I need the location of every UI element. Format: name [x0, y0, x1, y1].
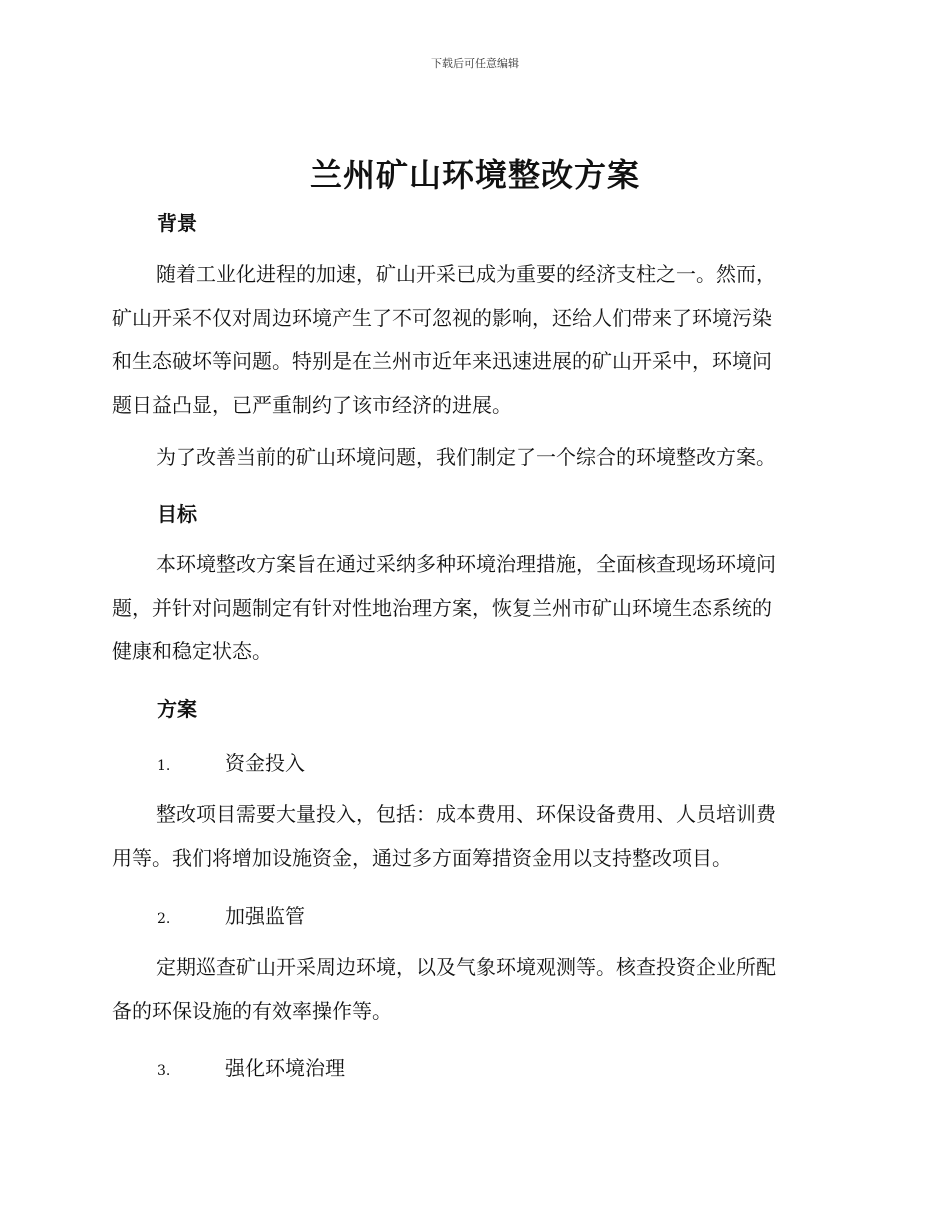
paragraph-line: 题，并针对问题制定有针对性地治理方案，恢复兰州市矿山环境生态系统的: [112, 595, 772, 620]
list-number: 1.: [157, 758, 171, 774]
list-number: 3.: [157, 1063, 171, 1079]
plan-item-3: [157, 1052, 345, 1081]
section-heading-goal: 目标: [157, 502, 197, 526]
plan-item-2: [157, 900, 305, 929]
list-item-title: 资金投入: [225, 751, 305, 775]
page-header: 下载后可任意编辑: [431, 57, 519, 70]
document-title: 兰州矿山环境整改方案: [309, 156, 640, 194]
section-heading-background: 背景: [157, 211, 197, 235]
paragraph-line: 矿山开采不仅对周边环境产生了不可忽视的影响，还给人们带来了环境污染: [112, 305, 772, 330]
list-item-title: 加强监管: [225, 904, 305, 928]
background-paragraph-2: [112, 436, 830, 480]
list-item-title: 强化环境治理: [225, 1056, 345, 1080]
background-paragraph-1: [112, 253, 830, 427]
paragraph-line: 用等。我们将增加设施资金，通过多方面筹措资金用以支持整改项目。: [112, 845, 732, 870]
plan-item-2-paragraph: [112, 946, 830, 1033]
paragraph-line: 定期巡查矿山开采周边环境，以及气象环境观测等。核查投资企业所配: [156, 955, 776, 979]
section-heading-plan: 方案: [157, 697, 197, 721]
list-number: 2.: [157, 911, 171, 927]
paragraph-line: 备的环保设施的有效率操作等。: [112, 998, 392, 1023]
paragraph-line: 和生态破坏等问题。特别是在兰州市近年来迅速进展的矿山开采中，环境问: [112, 349, 772, 373]
paragraph-line: 为了改善当前的矿山环境问题，我们制定了一个综合的环境整改方案。: [156, 445, 776, 469]
paragraph-line: 健康和稳定状态。: [112, 639, 272, 663]
paragraph-line: 整改项目需要大量投入，包括：成本费用、环保设备费用、人员培训费: [156, 802, 776, 826]
paragraph-line: 随着工业化进程的加速，矿山开采已成为重要的经济支柱之一。然而，: [156, 262, 776, 286]
plan-item-1: [157, 747, 305, 776]
goal-paragraph: [112, 543, 830, 674]
paragraph-line: 本环境整改方案旨在通过采纳多种环境治理措施，全面核查现场环境问: [156, 552, 776, 576]
plan-item-1-paragraph: [112, 793, 830, 880]
paragraph-line: 题日益凸显，已严重制约了该市经济的进展。: [112, 392, 512, 417]
